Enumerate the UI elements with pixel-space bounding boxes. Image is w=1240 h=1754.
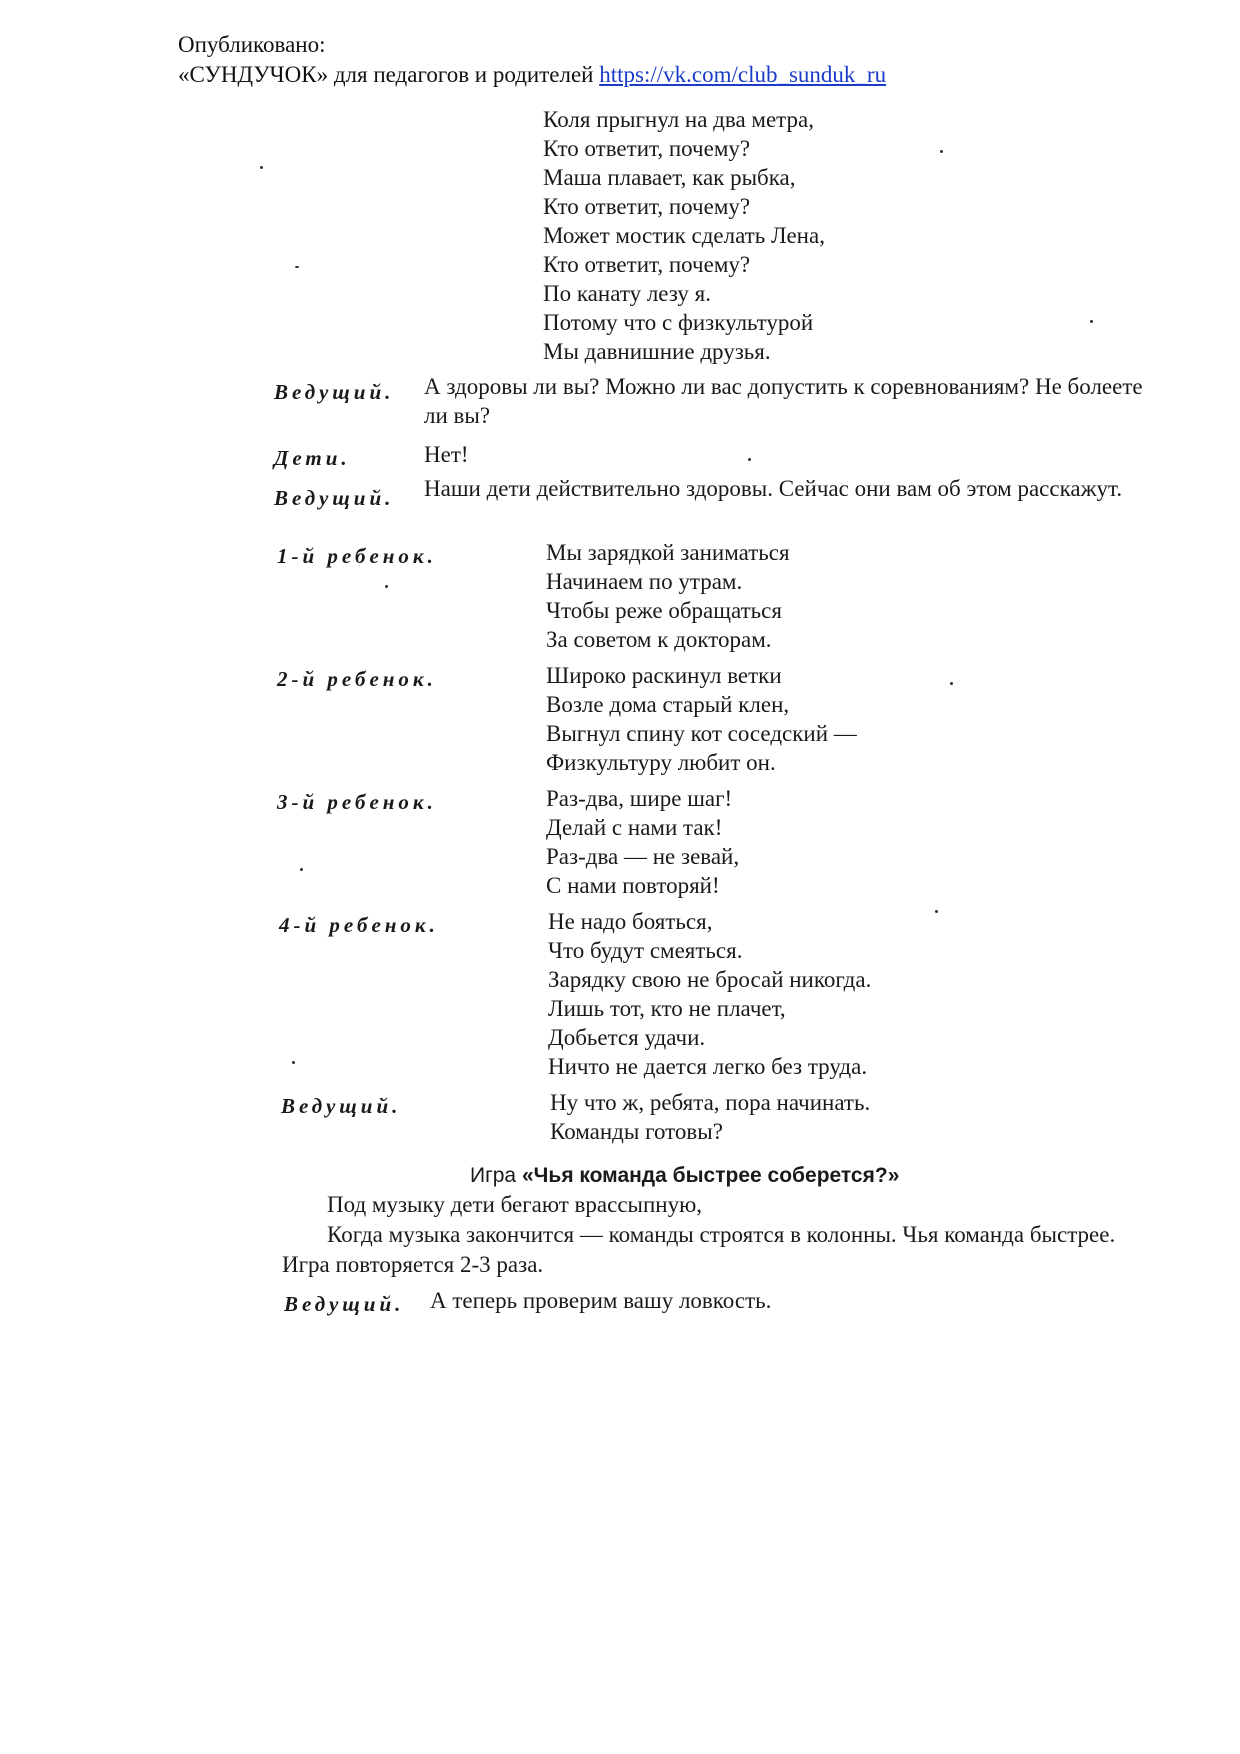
- verse-line: Добьется удачи.: [548, 1025, 706, 1050]
- child-2-verse: [546, 661, 857, 777]
- published-label: Опубликовано:: [178, 32, 326, 57]
- role-label-children: Дети.: [274, 446, 351, 470]
- publisher-name: «СУНДУЧОК» для педагогов и родителей: [178, 62, 594, 87]
- role-label-host: Ведущий.: [274, 486, 395, 510]
- verse-line: Делай с нами так!: [546, 815, 723, 840]
- scan-speck: [950, 682, 953, 685]
- scan-speck: [940, 150, 943, 153]
- verse-line: Начинаем по утрам.: [546, 569, 743, 594]
- publication-header: [178, 30, 886, 90]
- scan-speck: [292, 1061, 295, 1064]
- verse-line: Раз-два, шире шаг!: [546, 786, 733, 811]
- verse-line: За советом к докторам.: [546, 627, 772, 652]
- publisher-line: [178, 60, 886, 90]
- game-title: [470, 1164, 899, 1188]
- verse-line: Мы давнишние друзья.: [543, 339, 771, 364]
- verse-line: Широко раскинул ветки: [546, 663, 782, 688]
- host-speech: А здоровы ли вы? Можно ли вас допустить к соревнованиям? Не болеете ли вы?: [424, 374, 1143, 428]
- role-label-child-2: 2-й ребенок.: [277, 667, 437, 691]
- scan-speck: [295, 266, 299, 268]
- verse-line: Зарядку свою не бросай никогда.: [548, 967, 872, 992]
- children-speech: Нет!: [424, 442, 469, 467]
- verse-line: Потому что с физкультурой: [543, 310, 814, 335]
- verse-line: Ничто не дается легко без труда.: [548, 1054, 868, 1079]
- child-4-verse: [548, 907, 871, 1081]
- intro-verse: [543, 105, 825, 366]
- host-verse: [550, 1088, 870, 1146]
- verse-line: Маша плавает, как рыбка,: [543, 165, 796, 190]
- verse-line: Физкультуру любит он.: [546, 750, 776, 775]
- verse-line: Возле дома старый клен,: [546, 692, 790, 717]
- verse-line: Раз-два — не зевай,: [546, 844, 740, 869]
- role-label-child-1: 1-й ребенок.: [277, 544, 437, 568]
- verse-line: По канату лезу я.: [543, 281, 711, 306]
- host-speech: Наши дети действительно здоровы. Сейчас они вам об этом расскажут.: [424, 476, 1123, 501]
- game-paragraph-1: Под музыку дети бегают врассыпную,: [327, 1192, 703, 1217]
- verse-line: С нами повторяй!: [546, 873, 720, 898]
- role-label-child-3: 3-й ребенок.: [277, 790, 437, 814]
- role-label-host: Ведущий.: [284, 1292, 405, 1316]
- game-title-name: «Чья команда быстрее соберется?»: [521, 1164, 900, 1187]
- verse-line: Мы зарядкой заниматься: [546, 540, 790, 565]
- verse-line: Ну что ж, ребята, пора начинать.: [550, 1090, 871, 1115]
- verse-line: Не надо бояться,: [548, 909, 713, 934]
- role-label-host: Ведущий.: [274, 380, 395, 404]
- scan-speck: [300, 868, 303, 871]
- role-label-host: Ведущий.: [281, 1094, 402, 1118]
- verse-line: Чтобы реже обращаться: [546, 598, 782, 623]
- child-3-verse: [546, 784, 739, 900]
- publisher-link[interactable]: https://vk.com/club_sunduk_ru: [599, 62, 887, 87]
- scan-speck: [1090, 320, 1093, 323]
- scan-speck: [748, 458, 751, 461]
- verse-line: Кто ответит, почему?: [543, 194, 751, 219]
- game-title-prefix: Игра: [470, 1164, 517, 1187]
- host-speech-closing: А теперь проверим вашу ловкость.: [430, 1288, 772, 1313]
- verse-line: Что будут смеяться.: [548, 938, 743, 963]
- verse-line: Лишь тот, кто не плачет,: [548, 996, 786, 1021]
- role-label-child-4: 4-й ребенок.: [279, 913, 439, 937]
- scan-speck: [935, 910, 938, 913]
- scan-speck: [385, 585, 388, 588]
- verse-line: Выгнул спину кот соседский —: [546, 721, 857, 746]
- verse-line: Команды готовы?: [550, 1119, 723, 1144]
- verse-line: Кто ответит, почему?: [543, 252, 751, 277]
- child-1-verse: [546, 538, 790, 654]
- game-paragraph-2: Когда музыка закончится — команды строятся в колонны. Чья команда быстрее. Игра повторяется 2-3 раза.: [282, 1222, 1116, 1277]
- verse-line: Кто ответит, почему?: [543, 136, 751, 161]
- verse-line: Может мостик сделать Лена,: [543, 223, 825, 248]
- scan-speck: [260, 166, 263, 169]
- verse-line: Коля прыгнул на два метра,: [543, 107, 814, 132]
